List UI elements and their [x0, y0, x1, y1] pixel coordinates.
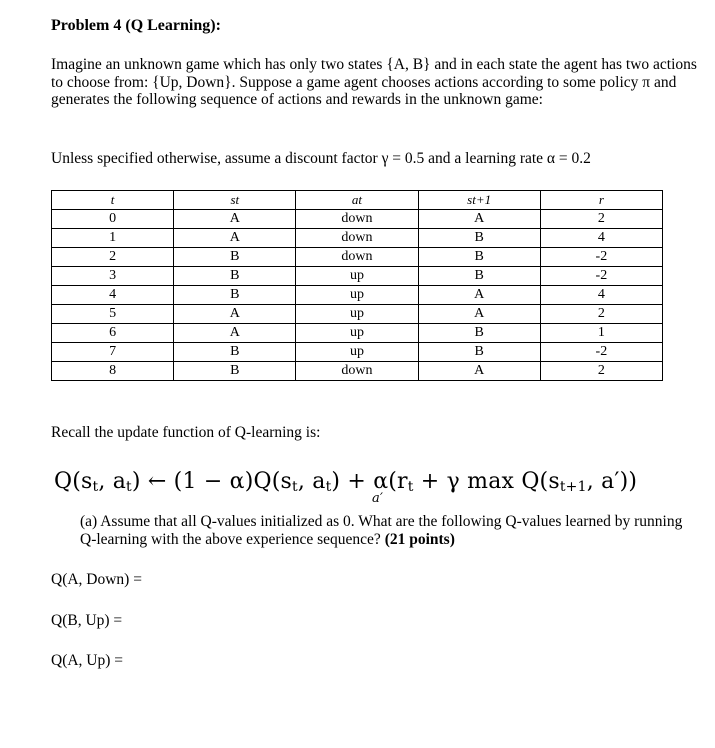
cell-st: A	[174, 305, 296, 324]
header-r	[540, 191, 662, 210]
cell-st: A	[174, 324, 296, 343]
question-text: (a) Assume that all Q-values initialized as 0. What are the following Q-values learned by running Q-learning with the above experience sequence?	[80, 513, 683, 548]
header-st1	[418, 191, 540, 210]
cell-st: B	[174, 362, 296, 381]
formula-lhs: Q(s	[54, 469, 93, 494]
cell-st: B	[174, 267, 296, 286]
table-row	[52, 343, 663, 362]
answer-q-a-down: Q(A, Down) =	[51, 571, 142, 588]
table-row	[52, 210, 663, 229]
cell-t: 4	[52, 286, 174, 305]
cell-at: up	[296, 286, 418, 305]
assumption-text: Unless specified otherwise, assume a discount factor γ = 0.5 and a learning rate α = 0.2	[51, 150, 591, 167]
header-at	[296, 191, 418, 210]
recall-text: Recall the update function of Q-learning is:	[51, 424, 321, 441]
cell-st: A	[174, 210, 296, 229]
cell-r: 1	[540, 324, 662, 343]
cell-st1: B	[418, 343, 540, 362]
cell-t: 3	[52, 267, 174, 286]
cell-r: -2	[540, 248, 662, 267]
cell-st: B	[174, 343, 296, 362]
answer-q-b-up: Q(B, Up) =	[51, 612, 123, 629]
formula-part: ) ← (1 − α)Q(s	[131, 469, 293, 494]
cell-r: -2	[540, 343, 662, 362]
cell-at: down	[296, 210, 418, 229]
cell-at: up	[296, 305, 418, 324]
problem-intro: Imagine an unknown game which has only two states {A, B} and in each state the agent has two actions to choose from: {Up, Down}. Suppose a game agent chooses actions according to some policy π and generates the following sequence of actions and rewards in the unknown game:	[51, 56, 697, 108]
header-st1-label: st+1	[467, 192, 492, 207]
cell-st1: B	[418, 229, 540, 248]
cell-st: B	[174, 286, 296, 305]
question-a	[80, 513, 700, 549]
formula-sub-t: t	[325, 479, 332, 495]
cell-st1: B	[418, 267, 540, 286]
cell-st1: A	[418, 305, 540, 324]
cell-at: down	[296, 362, 418, 381]
table-row	[52, 324, 663, 343]
table-row	[52, 286, 663, 305]
cell-st1: A	[418, 362, 540, 381]
formula-sub-t: t	[126, 479, 132, 495]
cell-r: 2	[540, 305, 662, 324]
cell-st1: B	[418, 248, 540, 267]
answer-q-a-up: Q(A, Up) =	[51, 652, 124, 669]
cell-at: down	[296, 229, 418, 248]
formula-part: + γ max Q(s	[413, 469, 560, 494]
formula-part: , a	[98, 469, 127, 494]
cell-st1: A	[418, 286, 540, 305]
header-t	[52, 191, 174, 210]
cell-t: 8	[52, 362, 174, 381]
table-row	[52, 362, 663, 381]
cell-t: 2	[52, 248, 174, 267]
cell-st1: A	[418, 210, 540, 229]
experience-table	[51, 190, 663, 381]
problem-title: Problem 4 (Q Learning):	[51, 17, 221, 34]
cell-st: B	[174, 248, 296, 267]
formula-sub-t1: t+1	[559, 479, 587, 495]
cell-at: up	[296, 343, 418, 362]
header-st-label: st	[230, 192, 240, 207]
cell-t: 0	[52, 210, 174, 229]
formula-part: ) + α(r	[331, 469, 408, 494]
cell-at: up	[296, 324, 418, 343]
cell-r: 4	[540, 286, 662, 305]
cell-t: 1	[52, 229, 174, 248]
table-row	[52, 305, 663, 324]
header-r-label: r	[598, 192, 604, 207]
cell-r: 2	[540, 210, 662, 229]
table-row	[52, 229, 663, 248]
cell-t: 6	[52, 324, 174, 343]
cell-r: 4	[540, 229, 662, 248]
formula-sub-t: t	[292, 479, 298, 495]
formula-tail: , a′))	[586, 469, 638, 494]
cell-t: 5	[52, 305, 174, 324]
cell-r: 2	[540, 362, 662, 381]
formula-sub-t: t	[92, 479, 99, 495]
question-points: (21 points)	[384, 531, 455, 548]
header-t-label: t	[110, 192, 115, 207]
cell-st1: B	[418, 324, 540, 343]
table-row	[52, 267, 663, 286]
table-row	[52, 248, 663, 267]
cell-st: A	[174, 229, 296, 248]
formula-max-subscript: a′	[372, 491, 384, 506]
formula-part: , a	[297, 469, 326, 494]
q-update-formula	[54, 469, 638, 506]
cell-at: down	[296, 248, 418, 267]
cell-t: 7	[52, 343, 174, 362]
cell-r: -2	[540, 267, 662, 286]
formula-sub-t: t	[407, 479, 414, 495]
header-st	[174, 191, 296, 210]
table-header-row	[52, 191, 663, 210]
header-at-label: at	[351, 192, 363, 207]
cell-at: up	[296, 267, 418, 286]
